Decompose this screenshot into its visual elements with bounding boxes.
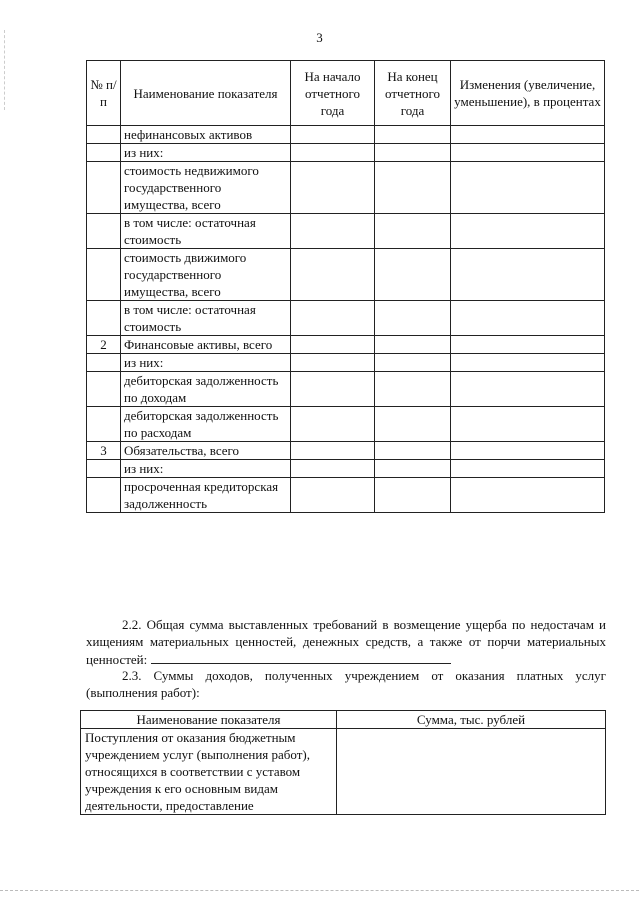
paragraph-2-3: 2.3. Суммы доходов, полученных учреждением от оказания платных услуг (выполнения работ): [86,668,606,700]
row-num [87,478,121,513]
table-row [87,144,605,162]
table-row [87,460,605,478]
income-table-header [81,711,606,729]
assets-table-header [87,61,605,126]
table-row [87,407,605,442]
table-row [87,162,605,214]
row-num [87,372,121,407]
row-name: из них: [121,144,291,162]
income-row-sum [337,729,606,815]
income-table [80,710,606,815]
cell-end [375,301,451,336]
row-num: 2 [87,336,121,354]
cell-change [451,301,605,336]
row-name: стоимость недвижимого государственного имущества, всего [121,162,291,214]
row-name: в том числе: остаточная стоимость [121,214,291,249]
row-name: Обязательства, всего [121,442,291,460]
cell-start [291,162,375,214]
cell-start [291,372,375,407]
cell-start [291,460,375,478]
cell-start [291,126,375,144]
row-num [87,144,121,162]
table-row [87,478,605,513]
cell-start [291,407,375,442]
cell-end [375,354,451,372]
row-num [87,354,121,372]
table-row [87,301,605,336]
cell-change [451,460,605,478]
cell-start [291,214,375,249]
row-name: Финансовые активы, всего [121,336,291,354]
cell-change [451,336,605,354]
cell-end [375,407,451,442]
row-num [87,126,121,144]
row-name: просроченная кредиторская задолженность [121,478,291,513]
cell-end [375,336,451,354]
cell-end [375,249,451,301]
row-name: дебиторская задолженность по расходам [121,407,291,442]
table-row [87,214,605,249]
paragraph-2-2 [86,616,606,668]
header-num: № п/п [87,61,121,126]
cell-end [375,372,451,407]
assets-table [86,60,605,513]
income-row-name: Поступления от оказания бюджетным учреждением услуг (выполнения работ), относящихся в соответствии с уставом учреждения к его основным видам деятельности, предоставление [81,729,337,815]
row-num: 3 [87,442,121,460]
row-name: из них: [121,354,291,372]
header-change: Изменения (увеличение, уменьшение), в процентах [451,61,605,126]
row-num [87,249,121,301]
cell-start [291,354,375,372]
income-header-name: Наименование показателя [81,711,337,729]
cell-change [451,162,605,214]
row-num [87,460,121,478]
cell-end [375,460,451,478]
row-num [87,162,121,214]
row-num [87,301,121,336]
cell-end [375,126,451,144]
table-row [87,249,605,301]
cell-start [291,442,375,460]
page-number: 3 [316,30,323,45]
cell-start [291,144,375,162]
cell-start [291,249,375,301]
cell-change [451,407,605,442]
cell-end [375,442,451,460]
cell-change [451,354,605,372]
cell-end [375,214,451,249]
damages-amount-blank [151,650,451,664]
income-header-sum: Сумма, тыс. рублей [337,711,606,729]
cell-change [451,478,605,513]
row-num [87,407,121,442]
cell-change [451,442,605,460]
cell-change [451,144,605,162]
table-row [87,372,605,407]
row-name: стоимость движимого государственного имущества, всего [121,249,291,301]
cell-change [451,249,605,301]
row-name: в том числе: остаточная стоимость [121,301,291,336]
header-name: Наименование показателя [121,61,291,126]
cell-end [375,144,451,162]
cell-end [375,162,451,214]
table-row [87,126,605,144]
scan-bottom-edge [0,890,639,891]
cell-change [451,372,605,407]
cell-start [291,301,375,336]
row-name: нефинансовых активов [121,126,291,144]
cell-change [451,126,605,144]
header-start: На начало отчетного года [291,61,375,126]
row-name: дебиторская задолженность по доходам [121,372,291,407]
paragraph-2-2-text: 2.2. Общая сумма выставленных требований в возмещение ущерба по недостачам и хищениям материальных ценностей, денежных средств, а также от порчи материальных ценностей: [86,617,606,667]
header-end: На конец отчетного года [375,61,451,126]
cell-start [291,336,375,354]
cell-end [375,478,451,513]
row-name: из них: [121,460,291,478]
cell-change [451,214,605,249]
table-row [87,336,605,354]
table-row [81,729,606,815]
cell-start [291,478,375,513]
row-num [87,214,121,249]
table-row [87,354,605,372]
table-row [87,442,605,460]
